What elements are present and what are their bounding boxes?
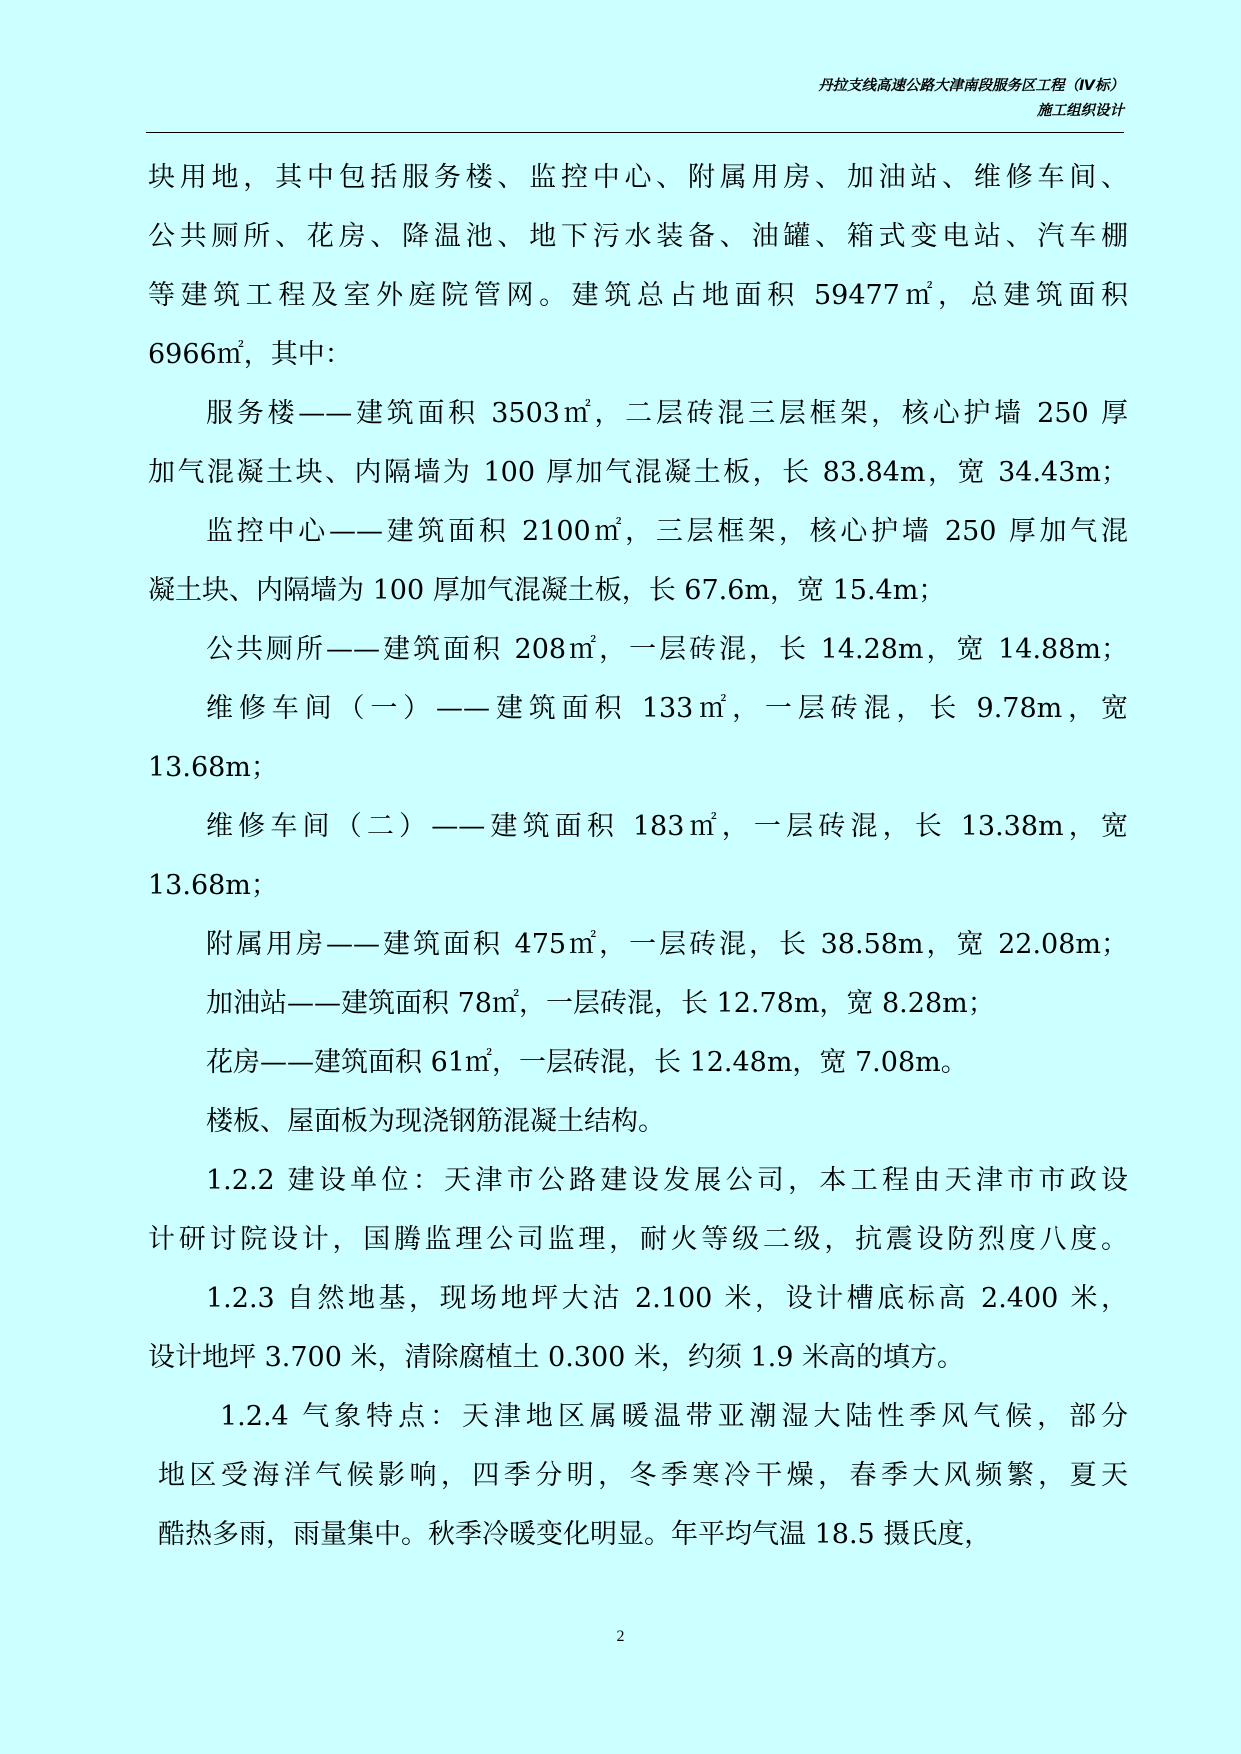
text-line: 计研讨院设计，国腾监理公司监理，耐火等级二级，抗震设防烈度八度。 — [148, 1224, 1128, 1255]
text-line: 等建筑工程及室外庭院管网。建筑总占地面积 59477㎡，总建筑面积 — [148, 280, 1128, 311]
text-line: 酷热多雨，雨量集中。秋季冷暖变化明显。年平均气温 18.5 摄氏度， — [158, 1519, 992, 1550]
text-line: 公共厕所、花房、降温池、地下污水装备、油罐、箱式变电站、汽车棚 — [148, 221, 1128, 252]
text-line: 块用地，其中包括服务楼、监控中心、附属用房、加油站、维修车间、 — [148, 162, 1128, 193]
text-line: 凝土块、内隔墙为 100 厚加气混凝土板，长 67.6m，宽 15.4m； — [148, 575, 946, 606]
text-line: 13.68m； — [148, 870, 278, 901]
text-line: 监控中心——建筑面积 2100㎡，三层框架，核心护墙 250 厚加气混 — [206, 516, 1128, 547]
page-header — [146, 74, 1124, 124]
text-line: 维修车间（二）——建筑面积 183㎡，一层砖混，长 13.38m，宽 — [206, 811, 1128, 842]
document-body — [148, 148, 1128, 1564]
header-document-title: 施工组织设计 — [1037, 103, 1124, 119]
text-line: 13.68m； — [148, 752, 278, 783]
text-line: 1.2.4 气象特点：天津地区属暖温带亚潮湿大陆性季风气候，部分 — [220, 1401, 1128, 1432]
text-line: 1.2.3 自然地基，现场地坪大沽 2.100 米，设计槽底标高 2.400 米， — [206, 1283, 1128, 1314]
text-line: 公共厕所——建筑面积 208㎡，一层砖混，长 14.28m，宽 14.88m； — [206, 634, 1128, 665]
text-line: 加油站——建筑面积 78㎡，一层砖混，长 12.78m，宽 8.28m； — [206, 988, 995, 1019]
text-line: 服务楼——建筑面积 3503㎡，二层砖混三层框架，核心护墙 250 厚 — [206, 398, 1128, 429]
header-divider — [146, 132, 1124, 133]
text-line: 楼板、屋面板为现浇钢筋混凝土结构。 — [206, 1106, 665, 1137]
text-line: 设计地坪 3.700 米，清除腐植土 0.300 米，约须 1.9 米高的填方。 — [148, 1342, 965, 1373]
text-line: 花房——建筑面积 61㎡，一层砖混，长 12.48m，宽 7.08m。 — [206, 1047, 968, 1078]
text-line: 附属用房——建筑面积 475㎡，一层砖混，长 38.58m，宽 22.08m； — [206, 929, 1128, 960]
text-line: 维修车间（一）——建筑面积 133㎡，一层砖混，长 9.78m，宽 — [206, 693, 1128, 724]
text-line: 1.2.2 建设单位：天津市公路建设发展公司，本工程由天津市市政设 — [206, 1165, 1128, 1196]
text-line: 6966㎡，其中： — [148, 339, 352, 370]
header-project-title: 丹拉支线高速公路大津南段服务区工程（Ⅳ标） — [818, 78, 1124, 94]
text-line: 加气混凝土块、内隔墙为 100 厚加气混凝土板，长 83.84m，宽 34.43m； — [148, 457, 1128, 488]
page-number: 2 — [616, 1628, 625, 1645]
text-line: 地区受海洋气候影响，四季分明，冬季寒冷干燥，春季大风频繁，夏天 — [158, 1460, 1128, 1491]
